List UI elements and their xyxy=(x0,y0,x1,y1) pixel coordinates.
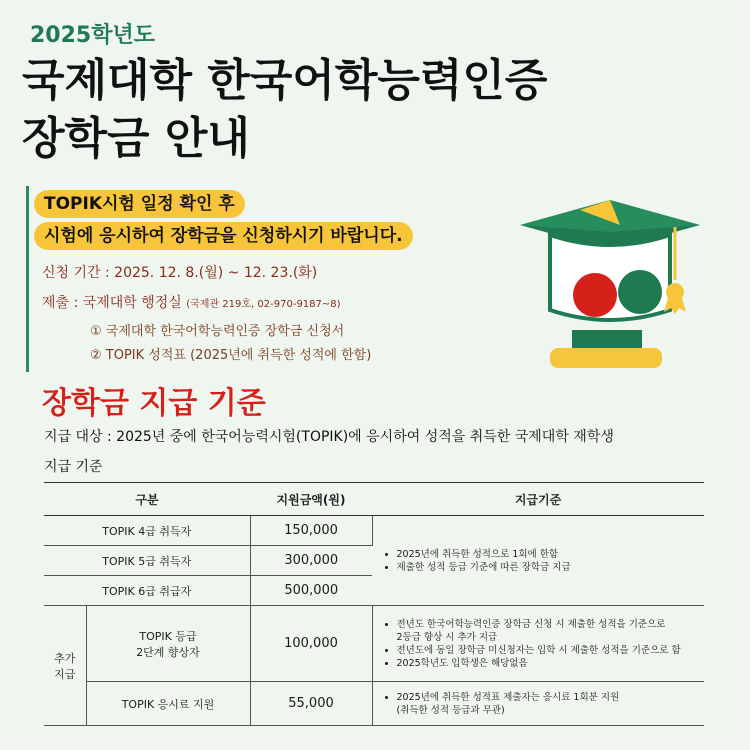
eligibility-target: 지급 대상 : 2025년 중에 한국어능력시험(TOPIK)에 응시하여 성적을 취득한 국제대학 재학생 xyxy=(44,429,614,445)
highlight-line-2: 시험에 응시하여 장학금을 신청하시기 바랍니다. xyxy=(34,222,413,250)
extra-criteria-item: • 전년도에 동일 장학금 미신청자는 입학 시 제출한 성적을 기준으로 함 xyxy=(397,644,704,657)
page-title xyxy=(22,52,547,168)
extra-criteria-item: • 전년도 한국어학능력인증 장학금 신청 시 제출한 성적을 기준으로 2등급 향상 시 추가 지급 xyxy=(397,618,704,644)
extra-criteria-item: • 2025년에 취득한 성적표 제출자는 응시료 1회분 지원 (취득한 성적 등급과 무관) xyxy=(397,691,704,717)
basic-criteria-cell xyxy=(372,516,704,606)
header-category: 구분 xyxy=(44,483,250,516)
table-row xyxy=(44,682,704,726)
extra-criteria-cell xyxy=(372,682,704,726)
header-amount: 지원금액(원) xyxy=(250,483,372,516)
row-label: TOPIK 5급 취득자 xyxy=(44,546,250,576)
row-amount: 55,000 xyxy=(250,682,372,726)
document-item-1: ① 국제대학 한국어학능력인증 장학금 신청서 xyxy=(90,324,345,339)
row-amount: 300,000 xyxy=(250,546,372,576)
table-row xyxy=(44,606,704,682)
row-amount: 500,000 xyxy=(250,576,372,606)
section-title: 장학금 지급 기준 xyxy=(42,386,266,421)
basic-criteria-item: • 2025년에 취득한 성적으로 1회에 한함 xyxy=(397,548,704,561)
title-line-2: 장학금 안내 xyxy=(22,113,250,164)
header-criteria: 지급기준 xyxy=(372,483,704,516)
year-label: 2025학년도 xyxy=(30,23,155,48)
criteria-label: 지급 기준 xyxy=(44,459,103,475)
extra-group-label: 추가 지급 xyxy=(44,606,86,726)
graduation-cap-book-icon xyxy=(510,180,710,380)
title-line-1: 국제대학 한국어학능력인증 xyxy=(22,55,548,106)
row-amount: 150,000 xyxy=(250,516,372,546)
row-label: TOPIK 6급 취급자 xyxy=(44,576,250,606)
row-label: TOPIK 4급 취득자 xyxy=(44,516,250,546)
document-item-2: ② TOPIK 성적표 (2025년에 취득한 성적에 한함) xyxy=(90,348,372,363)
extra-criteria-cell xyxy=(372,606,704,682)
row-label: TOPIK 등급 2단계 향상자 xyxy=(86,606,250,682)
submission-detail: (국제관 219호, 02-970-9187~8) xyxy=(186,299,341,310)
highlight-line-1: TOPIK시험 일정 확인 후 xyxy=(34,190,245,218)
row-amount: 100,000 xyxy=(250,606,372,682)
left-accent-bar xyxy=(26,186,29,372)
submission-info xyxy=(42,292,341,312)
table-row xyxy=(44,516,704,546)
application-period: 신청 기간 : 2025. 12. 8.(월) ~ 12. 23.(화) xyxy=(42,265,318,281)
scholarship-table xyxy=(44,482,704,726)
submission-label: 제출 : 국제대학 행정실 xyxy=(42,295,182,311)
table-header-row xyxy=(44,483,704,516)
basic-criteria-item: • 제출한 성적 등급 기준에 따른 장학금 지급 xyxy=(397,561,704,574)
row-label: TOPIK 응시료 지원 xyxy=(86,682,250,726)
extra-criteria-item: • 2025학년도 입학생은 해당없음 xyxy=(397,657,704,670)
